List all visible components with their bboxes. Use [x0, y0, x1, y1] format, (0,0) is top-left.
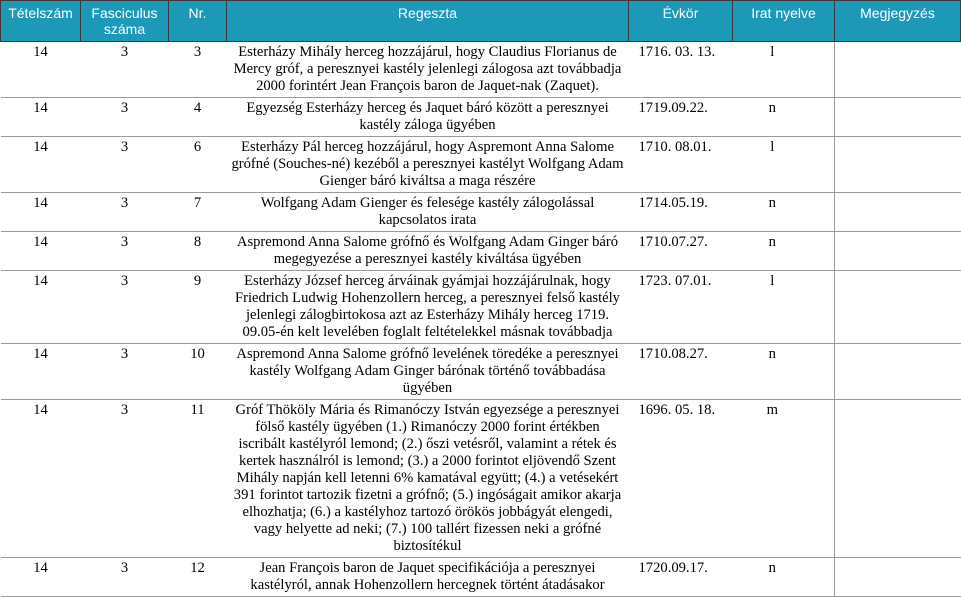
cell-megjegyzes [835, 271, 961, 344]
table-row [1, 232, 961, 271]
table-row [1, 271, 961, 344]
cell-fasciculus: 3 [81, 344, 169, 400]
cell-regeszta: Wolfgang Adam Gienger és felesége kastély zálogolással kapcsolatos irata [227, 193, 629, 232]
cell-evkor: 1720.09.17. [629, 558, 733, 597]
cell-regeszta: Aspremond Anna Salome grófnő és Wolfgang Adam Ginger báró megegyezése a peresznyei kastély kiváltása ügyében [227, 232, 629, 271]
header-evkor: Évkör [629, 1, 733, 42]
cell-fasciculus: 3 [81, 98, 169, 137]
cell-telszam: 14 [1, 400, 81, 558]
cell-megjegyzes [835, 98, 961, 137]
cell-nyelv: n [733, 232, 835, 271]
cell-megjegyzes [835, 137, 961, 193]
cell-nyelv: n [733, 98, 835, 137]
cell-regeszta: Jean François baron de Jaquet specifikációja a peresznyei kastélyról, annak Hohenzollern hercegnek történt átadásakor [227, 558, 629, 597]
cell-nyelv: l [733, 271, 835, 344]
cell-nyelv: m [733, 400, 835, 558]
cell-megjegyzes [835, 232, 961, 271]
cell-regeszta: Esterházy József herceg árváinak gyámjai hozzájárulnak, hogy Friedrich Ludwig Hohenzollern herceg, a peresznyei felső kastély jelenlegi zálogbirtokosa azt az Esterházy Mihály herceg 1719. 09.05-én kelt levelében foglalt feltételekkel másnak továbbadja [227, 271, 629, 344]
cell-nr: 4 [169, 98, 227, 137]
cell-fasciculus: 3 [81, 42, 169, 98]
cell-nyelv: n [733, 344, 835, 400]
cell-nr: 12 [169, 558, 227, 597]
cell-telszam: 14 [1, 193, 81, 232]
cell-telszam: 14 [1, 344, 81, 400]
cell-regeszta: Esterházy Mihály herceg hozzájárul, hogy Claudius Florianus de Mercy gróf, a peresznyei kastély jelenlegi zálogosa azt továbbadja 2000 forintért Jean François baron de Jaquet-nak (Zaquet). [227, 42, 629, 98]
cell-nr: 7 [169, 193, 227, 232]
cell-nyelv: l [733, 137, 835, 193]
cell-nr: 8 [169, 232, 227, 271]
cell-evkor: 1723. 07.01. [629, 271, 733, 344]
cell-megjegyzes [835, 558, 961, 597]
cell-telszam: 14 [1, 98, 81, 137]
cell-evkor: 1714.05.19. [629, 193, 733, 232]
cell-telszam: 14 [1, 232, 81, 271]
header-telszam: Tételszám [1, 1, 81, 42]
cell-fasciculus: 3 [81, 558, 169, 597]
cell-fasciculus: 3 [81, 400, 169, 558]
cell-regeszta: Esterházy Pál herceg hozzájárul, hogy Aspremont Anna Salome grófné (Souches-né) kezéből a peresznyei kastélyt Wolfgang Adam Gienger báró kiváltsa a maga részére [227, 137, 629, 193]
cell-nyelv: n [733, 558, 835, 597]
cell-telszam: 14 [1, 558, 81, 597]
cell-nyelv: n [733, 193, 835, 232]
cell-evkor: 1710.08.27. [629, 344, 733, 400]
cell-telszam: 14 [1, 42, 81, 98]
cell-nr: 11 [169, 400, 227, 558]
cell-telszam: 14 [1, 137, 81, 193]
cell-evkor: 1710. 08.01. [629, 137, 733, 193]
cell-evkor: 1716. 03. 13. [629, 42, 733, 98]
cell-evkor: 1696. 05. 18. [629, 400, 733, 558]
header-megjegyzes: Megjegyzés [835, 1, 961, 42]
cell-megjegyzes [835, 42, 961, 98]
cell-fasciculus: 3 [81, 232, 169, 271]
table-row [1, 193, 961, 232]
cell-megjegyzes [835, 193, 961, 232]
header-fasciculus: Fasciculus száma [81, 1, 169, 42]
cell-regeszta: Egyezség Esterházy herceg és Jaquet báró között a peresznyei kastély záloga ügyében [227, 98, 629, 137]
cell-nr: 10 [169, 344, 227, 400]
cell-telszam: 14 [1, 271, 81, 344]
cell-fasciculus: 3 [81, 271, 169, 344]
header-nr: Nr. [169, 1, 227, 42]
header-regeszta: Regeszta [227, 1, 629, 42]
header-row [1, 1, 961, 42]
cell-fasciculus: 3 [81, 193, 169, 232]
cell-megjegyzes [835, 400, 961, 558]
table-row [1, 42, 961, 98]
cell-nyelv: l [733, 42, 835, 98]
cell-nr: 9 [169, 271, 227, 344]
cell-nr: 6 [169, 137, 227, 193]
table-row [1, 344, 961, 400]
cell-nr: 3 [169, 42, 227, 98]
table-row [1, 98, 961, 137]
cell-fasciculus: 3 [81, 137, 169, 193]
cell-megjegyzes [835, 344, 961, 400]
header-nyelv: Irat nyelve [733, 1, 835, 42]
cell-evkor: 1719.09.22. [629, 98, 733, 137]
cell-evkor: 1710.07.27. [629, 232, 733, 271]
cell-regeszta: Gróf Thököly Mária és Rimanóczy István egyezsége a peresznyei fölső kastély ügyében (1.) Rimanóczy 2000 forint értékben iscribált kastélyról lemond; (2.) őszi vetésről, valamint a rétek és kertek használról is lemond; (3.) a 2000 forintot eljövendő Szent Mihály napján kell letenni 6% kamatával együtt; (4.) a vetésekért 391 forintot tartozik fizetni a grófnő; (5.) ingóságait amikor akarja elhozhatja; (6.) a kastélyhoz tartozó örökös jobbágyát elengedi, vagy helyette ad neki; (7.) 100 tallért fizessen neki a grófné biztosítékul [227, 400, 629, 558]
table-row [1, 558, 961, 597]
table-row [1, 137, 961, 193]
table-row [1, 400, 961, 558]
cell-regeszta: Aspremond Anna Salome grófnő levelének töredéke a peresznyei kastély Wolfgang Adam Ginger bárónak történő továbbadása ügyében [227, 344, 629, 400]
